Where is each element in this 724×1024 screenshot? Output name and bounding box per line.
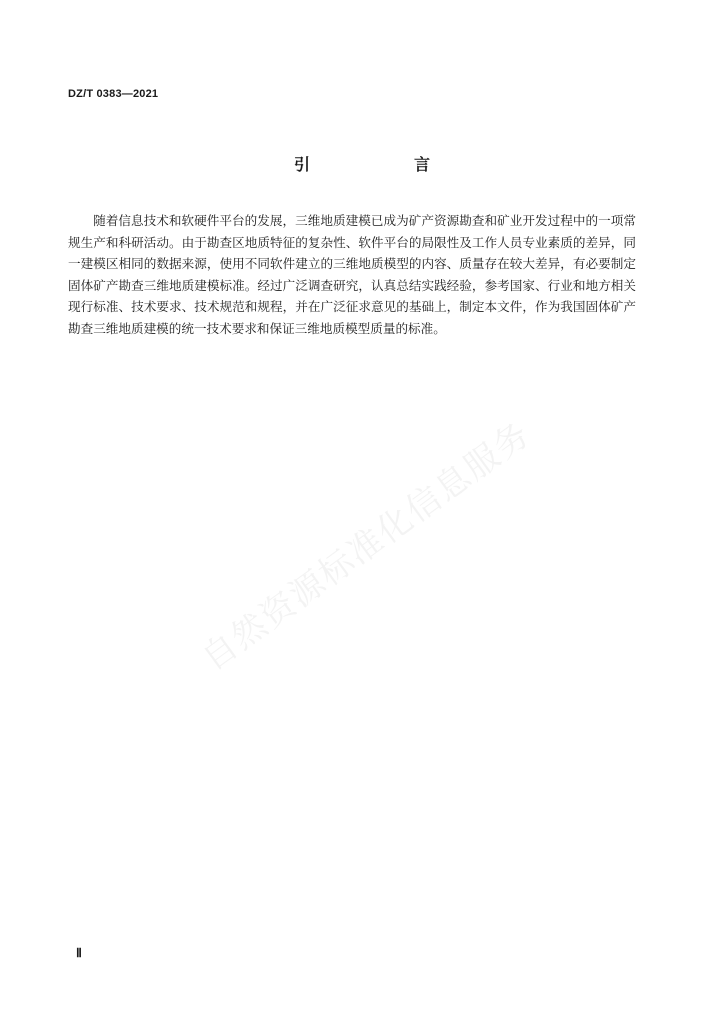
introduction-paragraph: 随着信息技术和软硬件平台的发展，三维地质建模已成为矿产资源勘查和矿业开发过程中的一项常规生产和科研活动。由于勘查区地质特征的复杂性、软件平台的局限性及工作人员专业素质的差异，同一建模区相同的数据来源，使用不同软件建立的三维地质模型的内容、质量存在较大差异，有必要制定固体矿产勘查三维地质建模标准。经过广泛调查研究，认真总结实践经验，参考国家、行业和地方相关现行标准、技术要求、技术规范和规程，并在广泛征求意见的基础上，制定本文件，作为我国固体矿产勘查三维地质建模的统一技术要求和保证三维地质模型质量的标准。 (68, 213, 636, 336)
page-number: Ⅱ (76, 946, 82, 960)
watermark-text: 自然资源标准化信息服务 (194, 413, 539, 679)
standard-code: DZ/T 0383—2021 (68, 88, 159, 100)
page-title: 引 言 (293, 155, 474, 174)
